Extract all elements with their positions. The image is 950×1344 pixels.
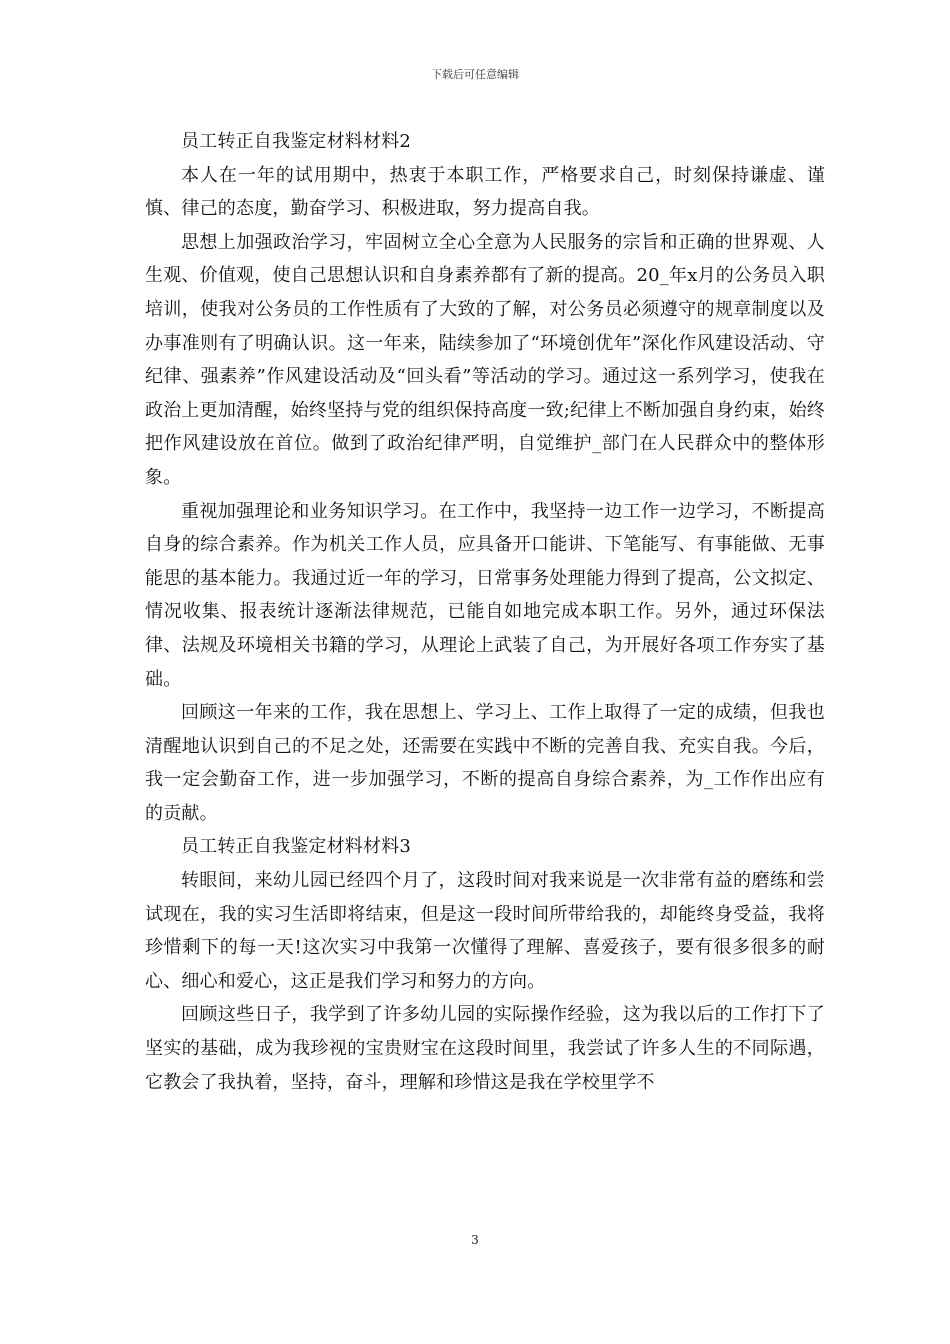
paragraph: 回顾这些日子，我学到了许多幼儿园的实际操作经验，这为我以后的工作打下了坚实的基础，成为我珍视的宝贵财宝在这段时间里，我尝试了许多人生的不同际遇，它教会了我执着，坚持，奋斗，理解和珍惜这是我在学校里学不 xyxy=(145,1004,825,1093)
paragraph: 重视加强理论和业务知识学习。在工作中，我坚持一边工作一边学习，不断提高自身的综合素养。作为机关工作人员，应具备开口能讲、下笔能写、有事能做、无事能思的基本能力。我通过近一年的学习，日常事务处理能力得到了提高，公文拟定、情况收集、报表统计逐渐法律规范，已能自如地完成本职工作。另外，通过环保法律、法规及环境相关书籍的学习，从理论上武装了自己，为开展好各项工作夯实了基础。 xyxy=(145,500,825,690)
header-note: 下载后可任意编辑 xyxy=(431,68,519,81)
paragraph: 思想上加强政治学习，牢固树立全心全意为人民服务的宗旨和正确的世界观、人生观、价值观，使自己思想认识和自身素养都有了新的提高。20_年x月的公务员入职培训，使我对公务员的工作性质有了大致的了解，对公务员必须遵守的规章制度以及办事准则有了明确认识。这一年来，陆续参加了“环境创优年”深化作风建设活动、守纪律、强素养”作风建设活动及“回头看”等活动的学习。通过这一系列学习，使我在政治上更加清醒，始终坚持与党的组织保持高度一致;纪律上不断加强自身约束，始终把作风建设放在首位。做到了政治纪律严明，自觉维护_部门在人民群众中的整体形象。 xyxy=(145,231,825,488)
section-heading-material-2: 员工转正自我鉴定材料材料2 xyxy=(181,131,412,152)
page-number: 3 xyxy=(471,1233,479,1247)
section-heading-material-3: 员工转正自我鉴定材料材料3 xyxy=(181,836,412,858)
paragraph: 转眼间，来幼儿园已经四个月了，这段时间对我来说是一次非常有益的磨练和尝试现在，我的实习生活即将结束，但是这一段时间所带给我的，却能终身受益，我将珍惜剩下的每一天!这次实习中我第一次懂得了理解、喜爱孩子，要有很多很多的耐心、细心和爱心，这正是我们学习和努力的方向。 xyxy=(145,870,825,992)
paragraph: 回顾这一年来的工作，我在思想上、学习上、工作上取得了一定的成绩，但我也清醒地认识到自己的不足之处，还需要在实践中不断的完善自我、充实自我。今后，我一定会勤奋工作，进一步加强学习，不断的提高自身综合素养，为_工作作出应有的贡献。 xyxy=(145,702,825,824)
paragraph: 本人在一年的试用期中，热衷于本职工作，严格要求自己，时刻保持谦虚、谨慎、律己的态度，勤奋学习、积极进取，努力提高自我。 xyxy=(145,164,825,220)
document-body xyxy=(145,125,825,1099)
